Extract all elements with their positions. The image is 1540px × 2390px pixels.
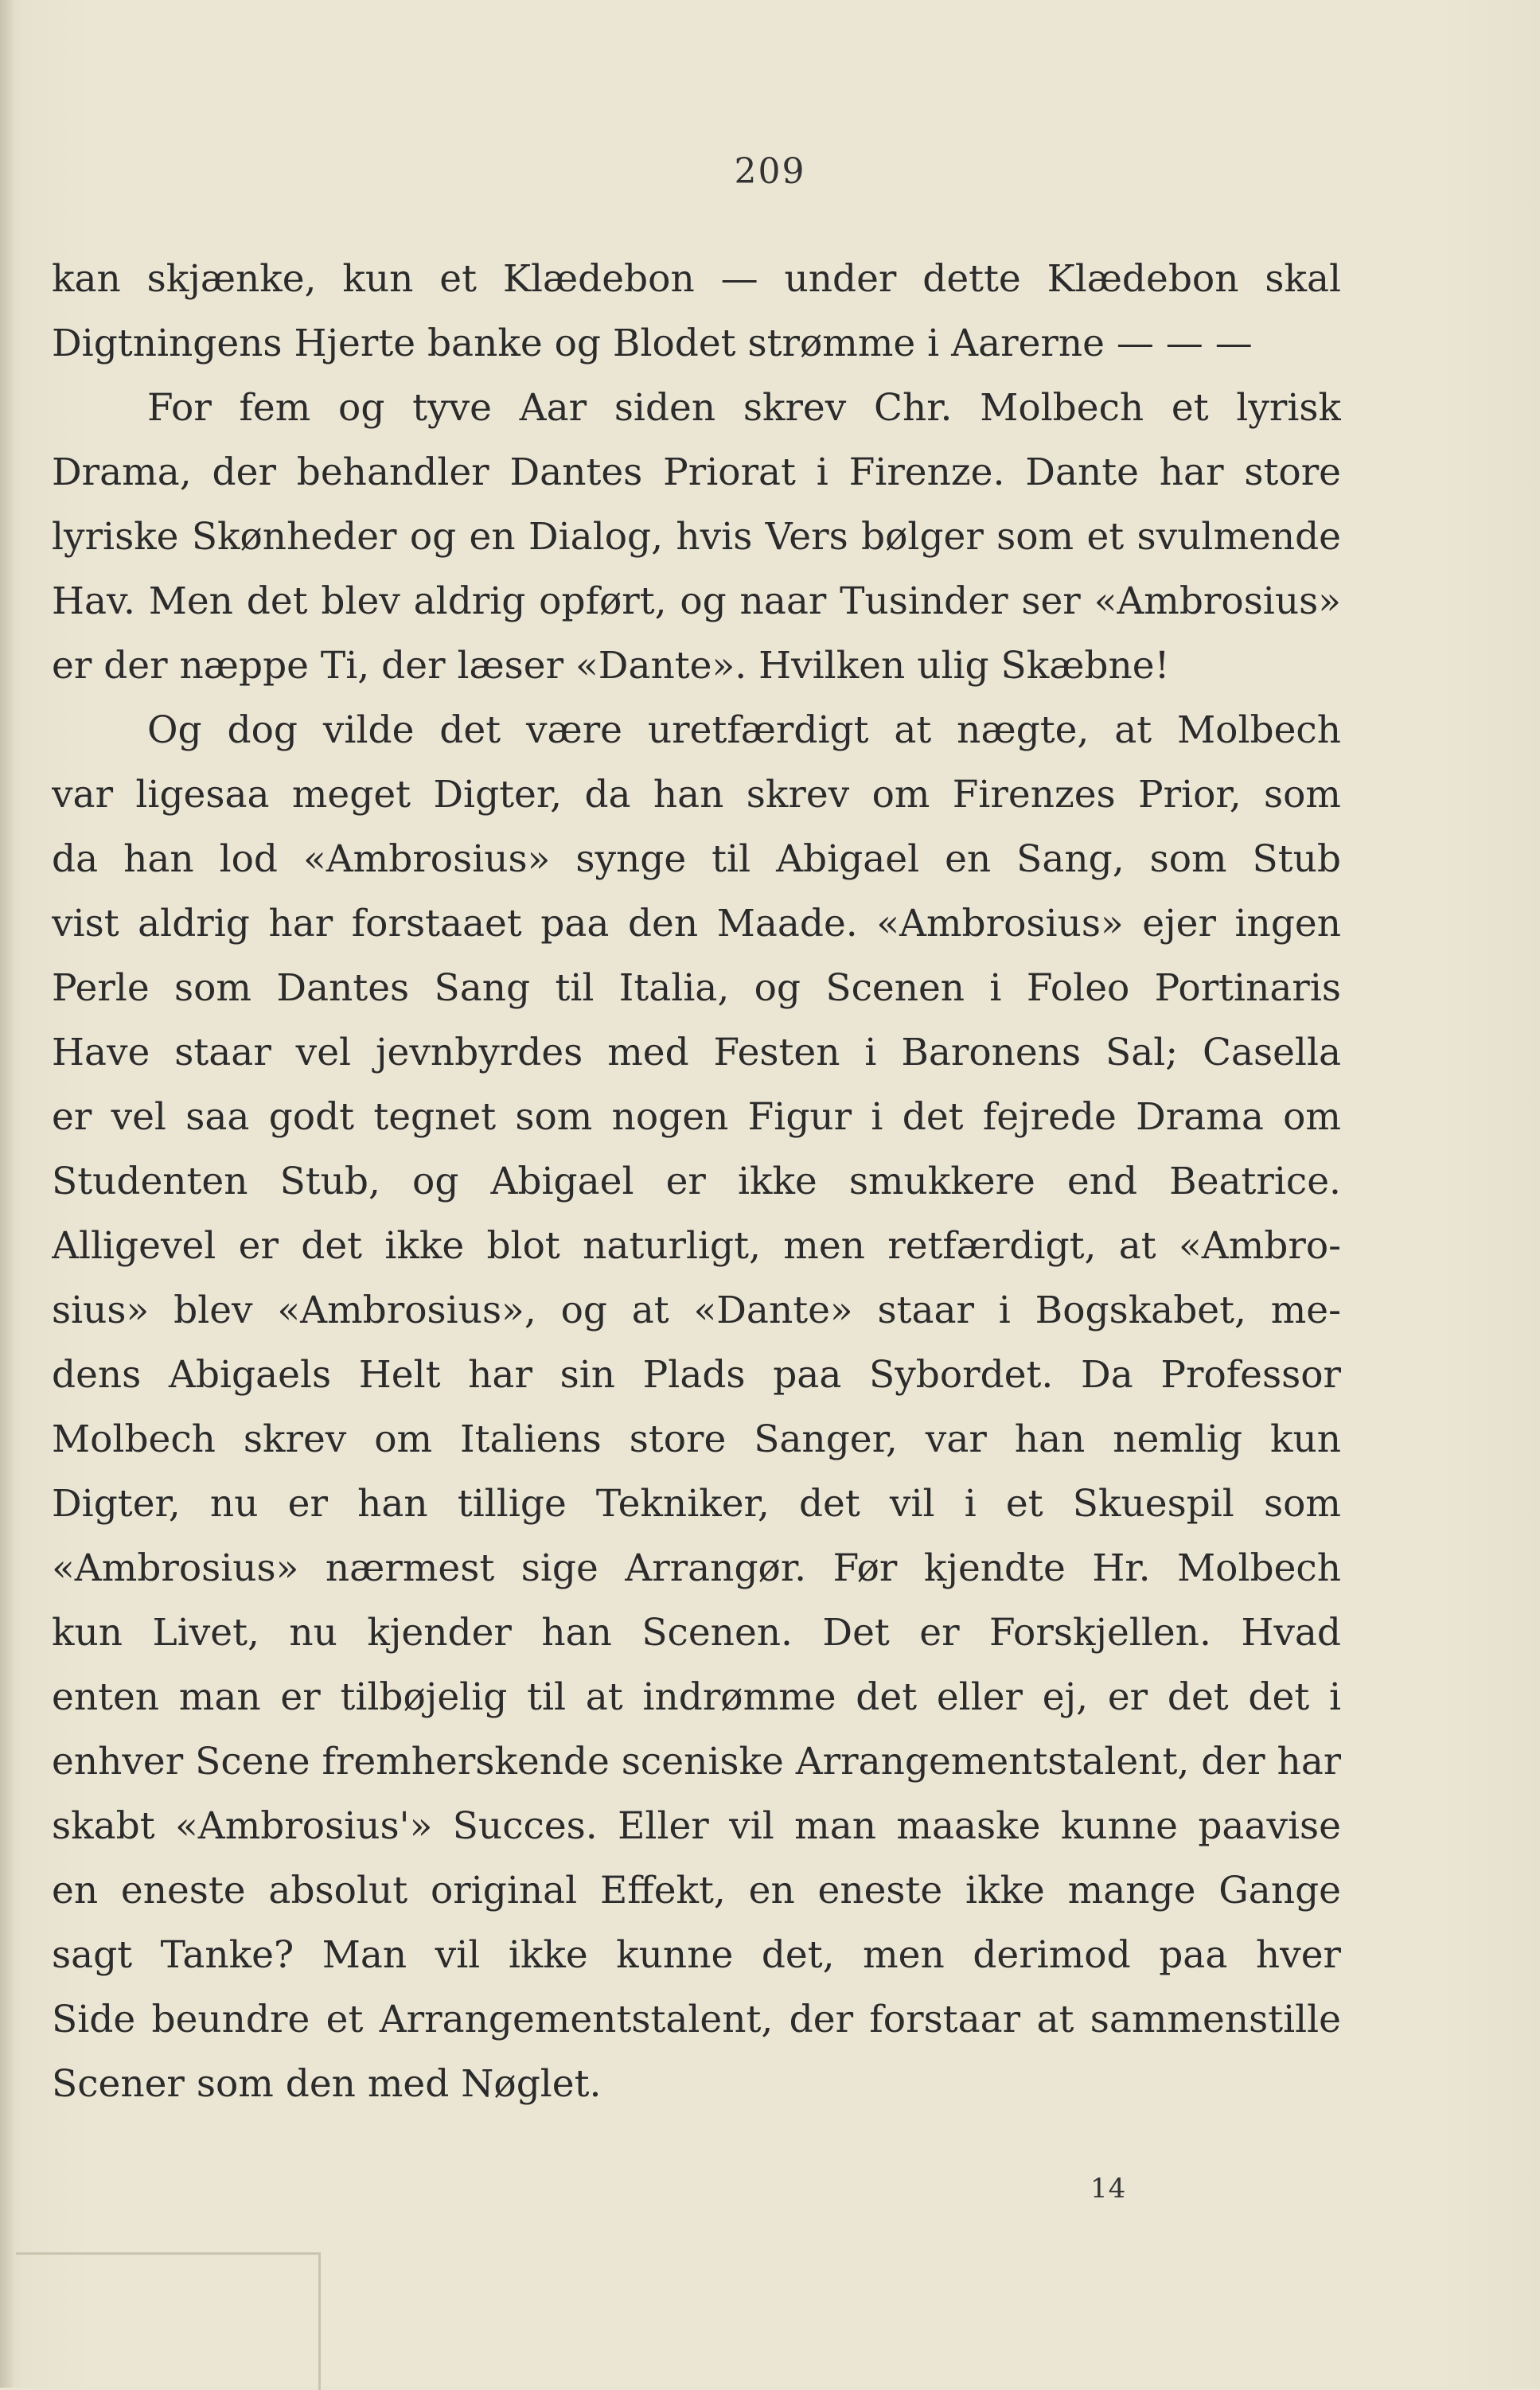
text-line: For fem og tyve Aar siden skrev Chr. Molbech et lyrisk [147,386,1341,430]
text-line: Drama, der behandler Dantes Priorat i Firenze. Dante har store [52,450,1341,494]
text-line: enten man er tilbøjelig til at indrømme det eller ej, er det det i [52,1675,1341,1719]
text-line: dens Abigaels Helt har sin Plads paa Sybordet. Da Professor [52,1353,1341,1397]
text-line: sius» blev «Ambrosius», og at «Dante» staar i Bogskabet, me- [52,1289,1341,1332]
text-line: kun Livet, nu kjender han Scenen. Det er Forskjellen. Hvad [52,1611,1341,1655]
text-line: Hav. Men det blev aldrig opført, og naar Tusinder ser «Ambrosius» [52,579,1341,623]
text-line: Og dog vilde det være uretfærdigt at nægte, at Molbech [147,708,1341,752]
text-line: skabt «Ambrosius'» Succes. Eller vil man maaske kunne paavise [52,1804,1341,1848]
text-line: «Ambrosius» nærmest sige Arrangør. Før kjendte Hr. Molbech [52,1546,1341,1590]
text-line: er vel saa godt tegnet som nogen Figur i det fejrede Drama om [52,1095,1341,1139]
text-line: sagt Tanke? Man vil ikke kunne det, men derimod paa hver [52,1933,1341,1977]
text-line: Alligevel er det ikke blot naturligt, men retfærdigt, at «Ambro- [52,1224,1341,1268]
text-line: enhver Scene fremherskende sceniske Arrangementstalent, der har [52,1740,1341,1784]
text-line: en eneste absolut original Effekt, en eneste ikke mange Gange [52,1869,1341,1912]
text-line: er der næppe Ti, der læser «Dante». Hvilken ulig Skæbne! [52,644,1170,688]
text-line: Molbech skrev om Italiens store Sanger, var han nemlig kun [52,1417,1341,1461]
text-line: Scener som den med Nøglet. [52,2062,602,2106]
text-line: kan skjænke, kun et Klædebon — under dette Klædebon skal [52,257,1341,301]
stamp-box [16,2252,321,2390]
body-text [52,247,1341,2116]
text-line: Have staar vel jevnbyrdes med Festen i Baronens Sal; Casella [52,1031,1341,1074]
text-line: Perle som Dantes Sang til Italia, og Scenen i Foleo Portinaris [52,966,1341,1010]
text-line: vist aldrig har forstaaet paa den Maade. «Ambrosius» ejer ingen [52,902,1341,945]
text-line: lyriske Skønheder og en Dialog, hvis Vers bølger som et svulmende [52,515,1341,559]
signature-mark: 14 [1090,2173,1127,2205]
binding-edge [0,0,13,2388]
text-line: Digtningens Hjerte banke og Blodet strømme i Aarerne — — — [52,322,1253,365]
page-number: 209 [734,151,806,192]
text-line: da han lod «Ambrosius» synge til Abigael en Sang, som Stub [52,837,1341,881]
text-line: var ligesaa meget Digter, da han skrev om Firenzes Prior, som [52,773,1341,817]
text-line: Studenten Stub, og Abigael er ikke smukkere end Beatrice. [52,1160,1341,1203]
text-line: Side beundre et Arrangementstalent, der forstaar at sammenstille [52,1998,1341,2041]
text-line: Digter, nu er han tillige Tekniker, det vil i et Skuespil som [52,1482,1341,1526]
